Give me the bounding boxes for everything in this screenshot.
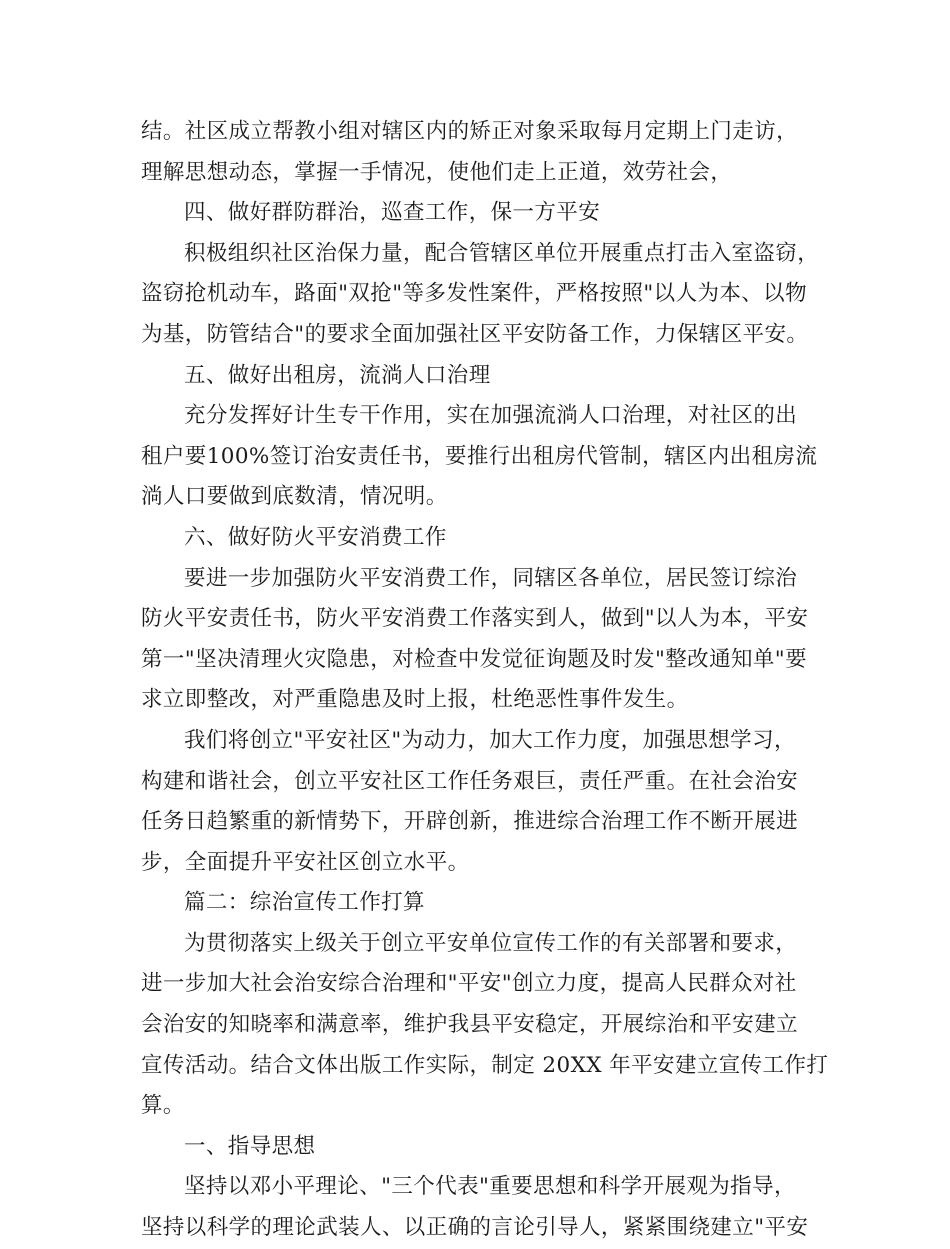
text-line: 进一步加大社会治安综合治理和"平安"创立力度，提高人民群众对社 <box>141 971 797 997</box>
text-line: 会治安的知晓率和满意率，维护我县平安稳定，开展综治和平安建立 <box>141 1012 799 1038</box>
text-line: 四、做好群防群治，巡查工作，保一方平安 <box>184 200 601 226</box>
text-line: 租户要100%签订治安责任书，要推行出租房代管制，辖区内出租房流 <box>141 443 818 469</box>
text-line: 宣传活动。结合文体出版工作实际，制定 20XX 年平安建立宣传工作打 <box>141 1052 829 1078</box>
text-line: 求立即整改，对严重隐患及时上报，杜绝恶性事件发生。 <box>141 687 689 713</box>
document-body <box>141 112 829 1249</box>
text-line: 为贯彻落实上级关于创立平安单位宣传工作的有关部署和要求， <box>184 930 798 956</box>
text-line: 构建和谐社会，创立平安社区工作任务艰巨，责任严重。在社会治安 <box>141 768 799 794</box>
text-line: 坚持以科学的理论武装人、以正确的言论引导人，紧紧围绕建立"平安 <box>141 1215 809 1241</box>
text-line: 要进一步加强防火平安消费工作，同辖区各单位，居民签订综治 <box>184 565 798 591</box>
text-line: 五、做好出租房，流淌人口治理 <box>184 362 491 388</box>
text-line: 理解思想动态，掌握一手情况，使他们走上正道，效劳社会， <box>141 159 733 185</box>
text-line: 防火平安责任书，防火平安消费工作落实到人，做到"以人为本，平安 <box>141 606 809 632</box>
text-line: 一、指导思想 <box>184 1133 316 1159</box>
text-line: 第一"坚决清理火灾隐患，对检查中发觉征询题及时发"整改通知单"要 <box>141 646 807 672</box>
text-line: 盗窃抢机动车，路面"双抢"等多发性案件，严格按照"以人为本、以物 <box>141 281 807 307</box>
text-line: 篇二：综治宣传工作打算 <box>184 890 425 916</box>
text-line: 任务日趋繁重的新情势下，开辟创新，推进综合治理工作不断开展进 <box>141 809 799 835</box>
text-line: 淌人口要做到底数清，情况明。 <box>141 484 448 510</box>
text-line: 步，全面提升平安社区创立水平。 <box>141 849 470 875</box>
text-line: 我们将创立"平安社区"为动力，加大工作力度，加强思想学习， <box>184 727 796 753</box>
text-line: 算。 <box>141 1093 185 1119</box>
text-line: 为基，防管结合"的要求全面加强社区平安防备工作，力保辖区平安。 <box>141 321 809 347</box>
text-line: 结。社区成立帮教小组对辖区内的矫正对象采取每月定期上门走访， <box>141 119 799 144</box>
text-line: 六、做好防火平安消费工作 <box>184 524 447 550</box>
text-line: 充分发挥好计生专干作用，实在加强流淌人口治理，对社区的出 <box>184 403 798 429</box>
text-line: 坚持以邓小平理论、"三个代表"重要思想和科学开展观为指导， <box>184 1174 796 1200</box>
text-line: 积极组织社区治保力量，配合管辖区单位开展重点打击入室盗窃， <box>184 240 820 266</box>
